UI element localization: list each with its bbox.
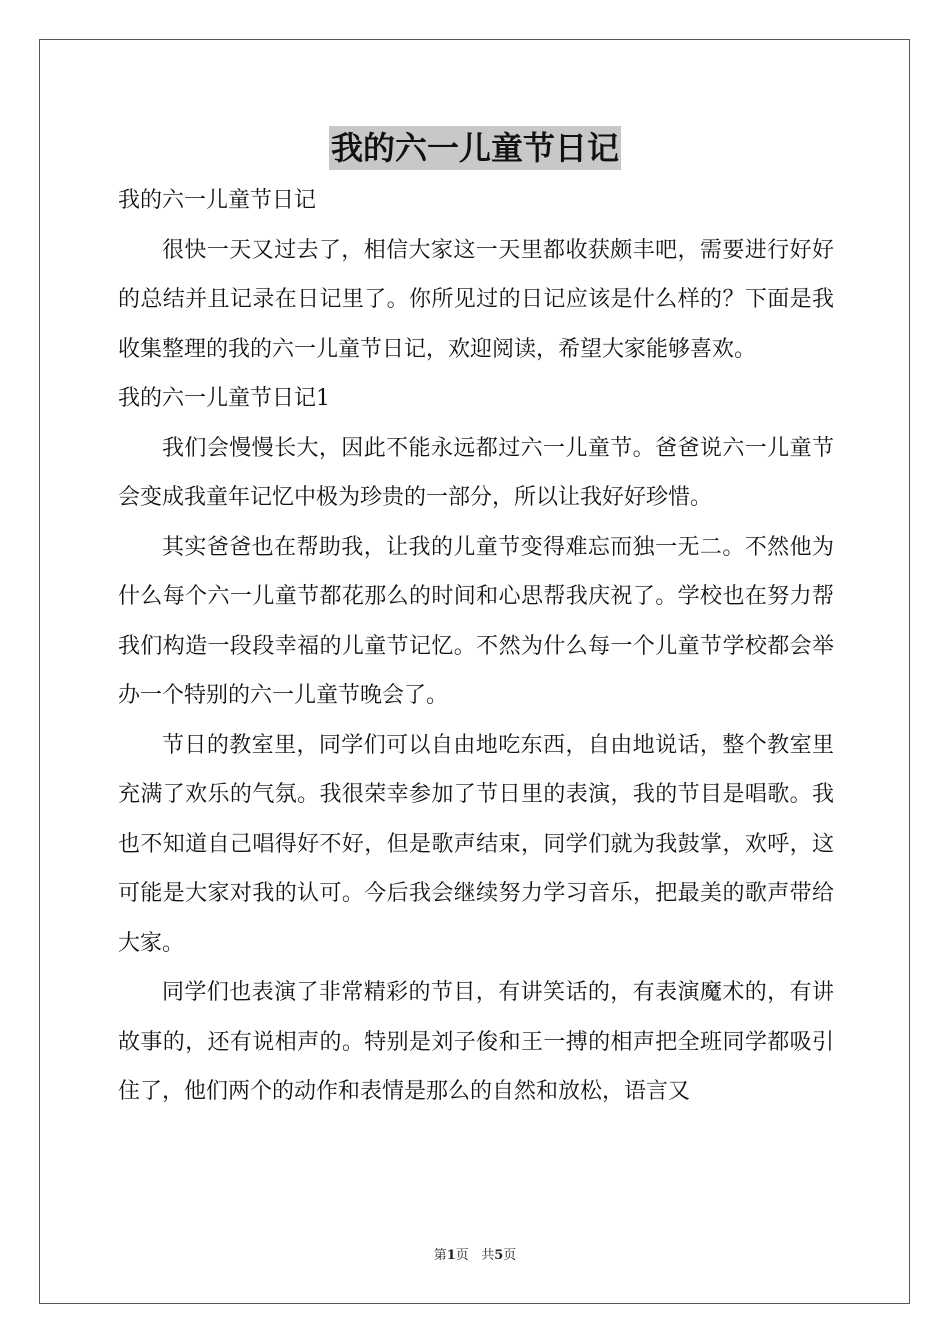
- page-number-current: 1: [446, 1248, 456, 1263]
- intro-paragraph: 很快一天又过去了，相信大家这一天里都收获颇丰吧，需要进行好好的总结并且记录在日记里了。你所见过的日记应该是什么样的？下面是我收集整理的我的六一儿童节日记，欢迎阅读，希望大家能够喜欢。: [118, 237, 834, 362]
- body-paragraph: 我们会慢慢长大，因此不能永远都过六一儿童节。爸爸说六一儿童节会变成我童年记忆中极为珍贵的一部分，所以让我好好珍惜。: [118, 435, 834, 510]
- body-paragraph: 其实爸爸也在帮助我，让我的儿童节变得难忘而独一无二。不然他为什么每个六一儿童节都花那么的时间和心思帮我庆祝了。学校也在努力帮我们构造一段段幸福的儿童节记忆。不然为什么每一个儿童节学校都会举办一个特别的六一儿童节晚会了。: [118, 534, 834, 708]
- body-paragraph: 节日的教室里，同学们可以自由地吃东西，自由地说话，整个教室里充满了欢乐的气氛。我很荣幸参加了节日里的表演，我的节目是唱歌。我也不知道自己唱得好不好，但是歌声结束，同学们就为我鼓掌，欢呼，这可能是大家对我的认可。今后我会继续努力学习音乐，把最美的歌声带给大家。: [118, 732, 834, 956]
- page-number-suffix: 页: [455, 1248, 469, 1263]
- document-title: 我的六一儿童节日记: [329, 126, 621, 170]
- body-paragraph: 同学们也表演了非常精彩的节目，有讲笑话的，有表演魔术的，有讲故事的，还有说相声的。特别是刘子俊和王一搏的相声把全班同学都吸引住了，他们两个的动作和表情是那么的自然和放松，语言又: [118, 980, 834, 1104]
- section-heading: 我的六一儿童节日记: [118, 188, 317, 213]
- document-body: [118, 176, 834, 1117]
- page-footer: [0, 1246, 950, 1266]
- total-pages-prefix: 共: [481, 1248, 495, 1263]
- total-pages-suffix: 页: [503, 1248, 517, 1263]
- section-heading: 我的六一儿童节日记1: [118, 386, 330, 411]
- title-wrap: [0, 126, 950, 170]
- page-number-prefix: 第: [433, 1248, 447, 1263]
- total-pages-count: 5: [494, 1248, 504, 1263]
